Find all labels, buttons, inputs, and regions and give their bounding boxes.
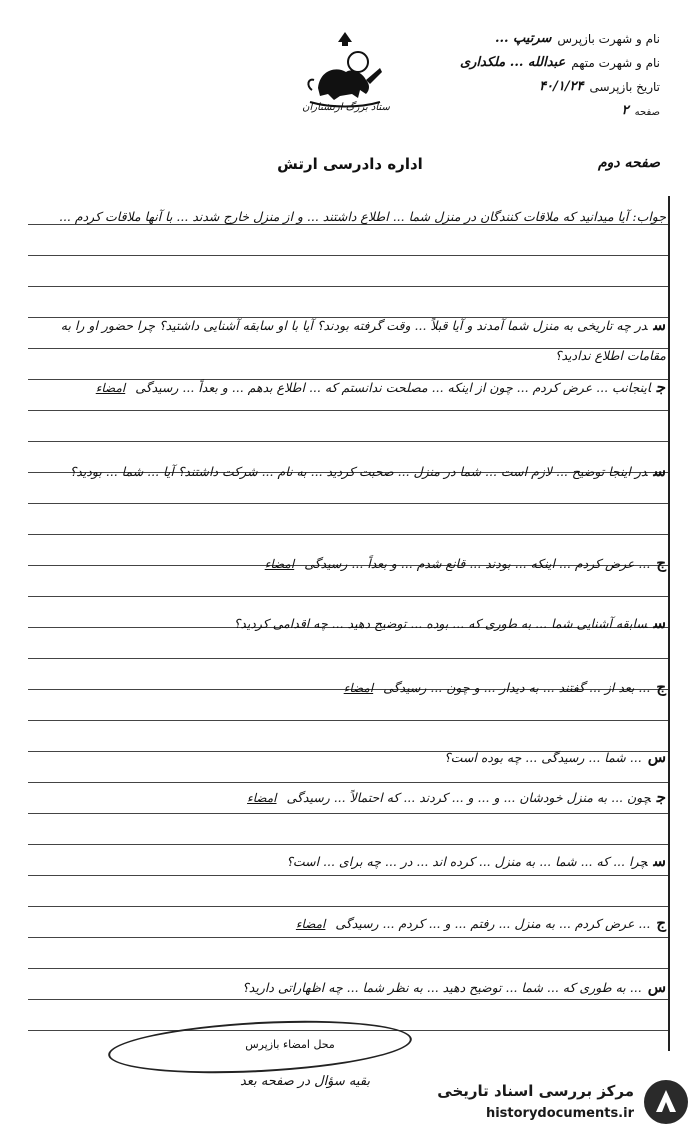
interrogation-date-value: ۴۰/۱/۲۴ bbox=[539, 79, 584, 94]
entry-marker: س bbox=[647, 748, 666, 766]
ruled-line bbox=[28, 906, 668, 907]
ruled-line bbox=[28, 596, 668, 597]
organization-name: ستاد بزرگ ارتشتاران bbox=[302, 102, 390, 113]
entry-text: چرا ... که ... شما ... به منزل ... کرده اند ... در ... چه برای ... است؟ bbox=[286, 854, 648, 869]
entry-text: ... عرض کردم ... به منزل ... رفتم ... و ... کردم ... رسیدگی bbox=[335, 916, 651, 931]
question-entry bbox=[34, 742, 666, 773]
question-entry bbox=[34, 846, 666, 877]
question-entry bbox=[34, 456, 666, 487]
entry-marker: ج bbox=[656, 788, 666, 806]
accused-name-value: عبدالله ... ملکداری bbox=[459, 55, 566, 70]
signature-mark: امضاء bbox=[343, 681, 374, 695]
ruled-line bbox=[28, 255, 668, 256]
interrogation-date-field bbox=[400, 70, 660, 94]
entry-marker: ج bbox=[656, 914, 666, 932]
investigator-signature-label: محل امضاء بازپرس bbox=[245, 1038, 335, 1051]
signature-mark: امضاء bbox=[95, 381, 126, 395]
ruled-line bbox=[28, 968, 668, 969]
page-number-field bbox=[400, 94, 660, 118]
ruled-line bbox=[28, 658, 668, 659]
accused-name-field bbox=[400, 46, 660, 70]
entry-marker: س bbox=[653, 614, 666, 632]
investigator-name-field bbox=[400, 22, 660, 46]
ruled-line bbox=[28, 844, 668, 845]
entry-marker: ج bbox=[656, 554, 666, 572]
watermark-persian-text: مرکز بررسی اسناد تاریخی bbox=[437, 1082, 634, 1100]
entry-marker: ج bbox=[656, 378, 666, 396]
answer-entry bbox=[34, 672, 666, 703]
ruled-line bbox=[28, 503, 668, 504]
entry-marker: س bbox=[653, 316, 666, 334]
continuation-note: بقیه سؤال در صفحه بعد bbox=[239, 1074, 371, 1089]
signature-mark: امضاء bbox=[247, 791, 277, 805]
office-title: اداره دادرسی ارتش bbox=[277, 155, 423, 173]
interrogation-date-label: تاریخ بازپرسی bbox=[589, 80, 660, 94]
lion-and-sun-emblem-icon bbox=[300, 28, 390, 108]
investigator-name-value: سرتیپ ... bbox=[494, 31, 552, 46]
answer-entry bbox=[34, 782, 666, 813]
signature-mark: امضاء bbox=[295, 917, 326, 931]
answer-entry bbox=[34, 908, 666, 939]
entry-marker: س bbox=[653, 852, 666, 870]
ruled-line bbox=[28, 534, 668, 535]
entry-text: ... شما ... رسیدگی ... چه بوده است؟ bbox=[444, 750, 642, 765]
entry-text: ... عرض کردم ... اینکه ... بودند ... قانع شدم ... و بعداً ... رسیدگی bbox=[304, 556, 651, 571]
entry-text: ... بعد از ... گفتند ... به دیدار ... و چون ... رسیدگی bbox=[383, 680, 651, 695]
archive-logo-icon bbox=[642, 1078, 690, 1126]
answer-entry bbox=[34, 372, 666, 403]
question-entry bbox=[34, 310, 666, 371]
ruled-line bbox=[28, 441, 668, 442]
accused-name-label: نام و شهرت متهم bbox=[571, 56, 660, 70]
page-reference: صفحه دوم bbox=[597, 155, 660, 171]
signature-mark: امضاء bbox=[264, 557, 295, 571]
entry-text: چون ... به منزل خودشان ... و ... و ... کردند ... که احتمالاً ... رسیدگی bbox=[286, 790, 651, 805]
entry-text: ... به طوری که ... شما ... توضیح دهید ... به نظر شما ... چه اظهاراتی دارید؟ bbox=[242, 980, 642, 995]
entry-marker: ج bbox=[656, 678, 666, 696]
ruled-line bbox=[28, 410, 668, 411]
answer-entry bbox=[34, 548, 666, 579]
entry-marker: س bbox=[647, 978, 666, 996]
entry-text: اینجانب ... عرض کردم ... چون از اینکه ... مصلحت ندانستم که ... اطلاع بدهم ... و بعداً ... رسیدگی bbox=[135, 380, 651, 395]
entry-text: در اینجا توضیح ... لازم است ... شما در منزل ... صحبت کردید ... به نام ... شرکت داشتند؟ آیا ... شما ... بودید؟ bbox=[69, 464, 648, 479]
entry-text: در چه تاریخی به منزل شما آمدند و آیا قبلاً ... وقت گرفته بودند؟ آیا با او سابقه آشنایی داشتید؟ چرا حضور او را به مقامات اطلاع ندادید؟ bbox=[60, 318, 666, 363]
entry-text: سابقه آشنایی شما ... به طوری که ... بوده ... توضیح دهید ... چه اقدامی کردید؟ bbox=[233, 616, 648, 631]
watermark bbox=[420, 1078, 690, 1128]
question-entry bbox=[34, 608, 666, 639]
header-fields bbox=[400, 22, 660, 118]
page-number-label: صفحه bbox=[634, 107, 660, 118]
transcript-entry bbox=[34, 202, 666, 232]
ruled-line bbox=[28, 286, 668, 287]
ruled-line bbox=[28, 813, 668, 814]
watermark-url: historydocuments.ir bbox=[485, 1106, 634, 1121]
page-number-value: ۲ bbox=[621, 103, 629, 118]
question-entry bbox=[34, 972, 666, 1003]
ruled-line bbox=[28, 720, 668, 721]
entry-marker: س bbox=[653, 462, 666, 480]
entry-text: جواب: آیا میدانید که ملاقات کنندگان در منزل شما ... اطلاع داشتند ... و از منزل خارج شدند ... با آنها ملاقات کردم ... bbox=[58, 209, 666, 224]
investigator-name-label: نام و شهرت بازپرس bbox=[557, 32, 660, 46]
